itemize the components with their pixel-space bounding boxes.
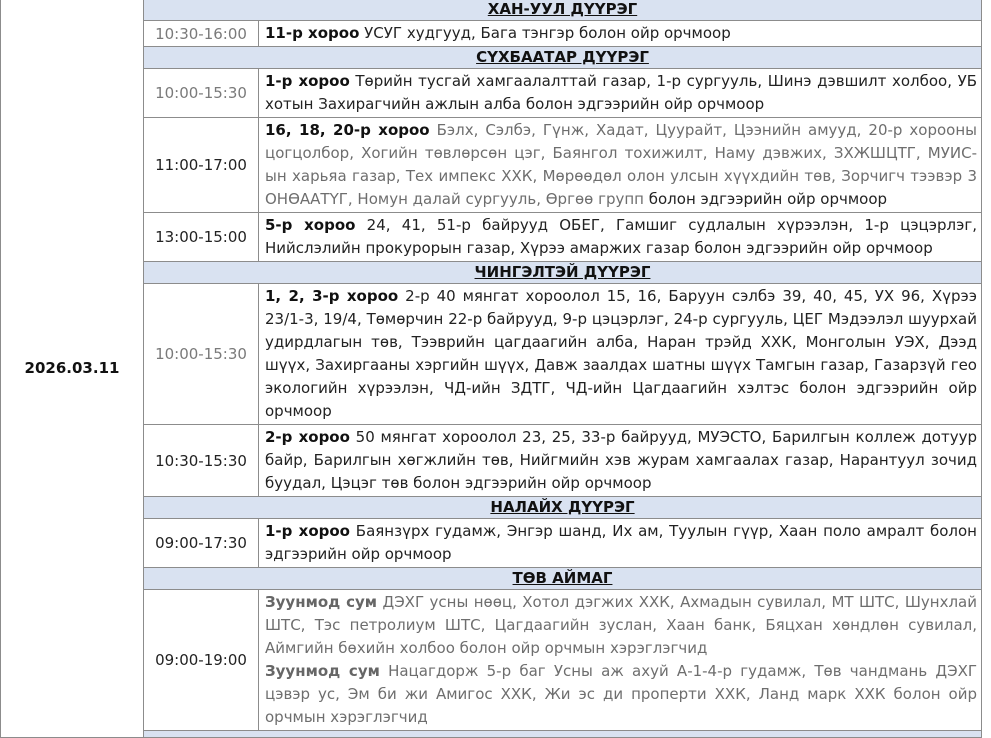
khoroo-label: 1, 2, 3-р хороо (265, 287, 399, 305)
khoroo-label: 1-р хороо (265, 522, 350, 540)
time-range: 10:30-16:00 (144, 21, 259, 47)
location-text: Баянзүрх гудамж, Энгэр шанд, Их ам, Туулын гүүр, Хаан поло амралт болон эдгээрийн ойр орчмоор (265, 522, 977, 563)
khoroo-label: 16, 18, 20-р хороо (265, 121, 430, 139)
district-name: ХАН-УУЛ ДҮҮРЭГ (144, 0, 982, 21)
location-description (259, 21, 982, 47)
schedule-row (1, 21, 982, 47)
schedule-row (1, 519, 982, 568)
location-text: 24, 41, 51-р байрууд ОБЕГ, Гамшиг судлалын хүрээлэн, 1-р цэцэрлэг, Нийслэлийн прокурорын газар, Хүрээ амаржих газар болон эдгээрийн ойр орчмоор (265, 216, 977, 257)
khoroo-label: 1-р хороо (265, 72, 350, 90)
district-name: ТӨВ АЙМАГ (144, 568, 982, 590)
district-name: СҮХБААТАР ДҮҮРЭГ (144, 47, 982, 69)
district-name: НАЛАЙХ ДҮҮРЭГ (144, 497, 982, 519)
location-description (259, 425, 982, 497)
time-range: 09:00-17:30 (144, 519, 259, 568)
time-range: 13:00-15:00 (144, 213, 259, 262)
time-range: 09:00-19:00 (144, 590, 259, 731)
location-text: УСУГ худгууд, Бага тэнгэр болон ойр орчмоор (359, 24, 731, 42)
location-description (259, 69, 982, 118)
time-range: 10:00-15:30 (144, 284, 259, 425)
district-header-row (1, 0, 982, 21)
location-text: 2-р 40 мянгат хороолол 15, 16, Баруун сэлбэ 39, 40, 45, УХ 96, Хүрээ 23/1-3, 19/4, Төмөрчин 22-р байрууд, 9-р цэцэрлэг, 24-р сургууль, ЦЕГ Мэдээлэл шуурхай удирдлагын төв, Тээврийн цагдаагийн алба, Наран трэйд ХХК, Монголын УЭХ, Дээд шүүх, Захиргааны хэргийн шүүх, Давж заалдах шатны шүүх Тамгын газар, Газарзүй гео экологийн хүрээлэн, ЧД-ийн ЗДТГ, ЧД-ийн Цагдаагийн хэлтэс болон эдгээрийн ойр орчмоор (265, 287, 978, 420)
location-text-tail: болон эдгээрийн ойр орчмоор (643, 190, 888, 208)
location-text: Нацагдорж 5-р баг Усны аж ахуй А-1-4-р гудамж, Төв чандмань ДЭХГ цэвэр ус, Эм би жи Амигос ХХК, Жи эс ди проперти ХХК, Ланд марк ХХК болон ойр орчмын хэрэглэгчид (265, 662, 977, 726)
soum-label: Зуунмод сум (265, 662, 380, 680)
date-cell: 2026.03.11 (1, 0, 144, 738)
schedule-row (1, 284, 982, 425)
location-entry (265, 591, 977, 660)
location-description (259, 118, 982, 213)
district-header-row (1, 497, 982, 519)
schedule-row (1, 425, 982, 497)
time-range: 10:30-15:30 (144, 425, 259, 497)
district-name: ЧИНГЭЛТЭЙ ДҮҮРЭГ (144, 262, 982, 284)
district-header-row (1, 568, 982, 590)
khoroo-label: 5-р хороо (265, 216, 356, 234)
khoroo-label: 11-р хороо (265, 24, 360, 42)
location-text: Бэлх, Сэлбэ, Гүнж, Хадат, Цуурайт, Цээнийн амууд, 20-р хорооны цогцолбор, Хогийн төвлөрсөн цэг, Баянгол тохижилт, Наму дэвжих, ЗХЖШЦТГ, МУИС-ын харьяа газар, Тех импекс ХХК, Мөрөөдөл олон улсын хүүхдийн төв, Зорчигч тээвэр 3 ОНӨААТҮГ, Номун далай сургууль, Өргөө групп (265, 121, 977, 208)
schedule-row (1, 213, 982, 262)
time-range: 10:00-15:30 (144, 69, 259, 118)
time-range: 11:00-17:00 (144, 118, 259, 213)
district-header-row (1, 262, 982, 284)
location-description (259, 213, 982, 262)
district-header-row (1, 47, 982, 69)
schedule-row (1, 118, 982, 213)
location-text: Төрийн тусгай хамгаалалттай газар, 1-р сургууль, Шинэ дэвшилт холбоо, УБ хотын Захирагчийн ажлын алба болон эдгээрийн ойр орчмоор (265, 72, 977, 113)
khoroo-label: 2-р хороо (265, 428, 350, 446)
location-description (259, 590, 982, 731)
location-entry (265, 660, 977, 729)
location-description (259, 519, 982, 568)
location-text: ДЭХГ усны нөөц, Хотол дэгжих ХХК, Ахмадын сувилал, МТ ШТС, Шунхлай ШТС, Тэс петролиум ШТС, Цагдаагийн зуслан, Хаан банк, Бяцхан хөндлөн сувилал, Аймгийн бөхийн холбоо болон ойр орчмын хэрэглэгчид (265, 593, 977, 657)
schedule-row (1, 590, 982, 731)
schedule-row (1, 69, 982, 118)
location-description (259, 284, 982, 425)
soum-label: Зуунмод сум (265, 593, 378, 611)
location-text: 50 мянгат хороолол 23, 25, 33-р байрууд, МУЭСТО, Барилгын коллеж дотуур байр, Барилгын хөгжлийн төв, Нийгмийн хэв журам хамгаалах газар, Нарантуул зочид буудал, Цэцэг төв болон эдгээрийн ойр орчмоор (265, 428, 977, 492)
